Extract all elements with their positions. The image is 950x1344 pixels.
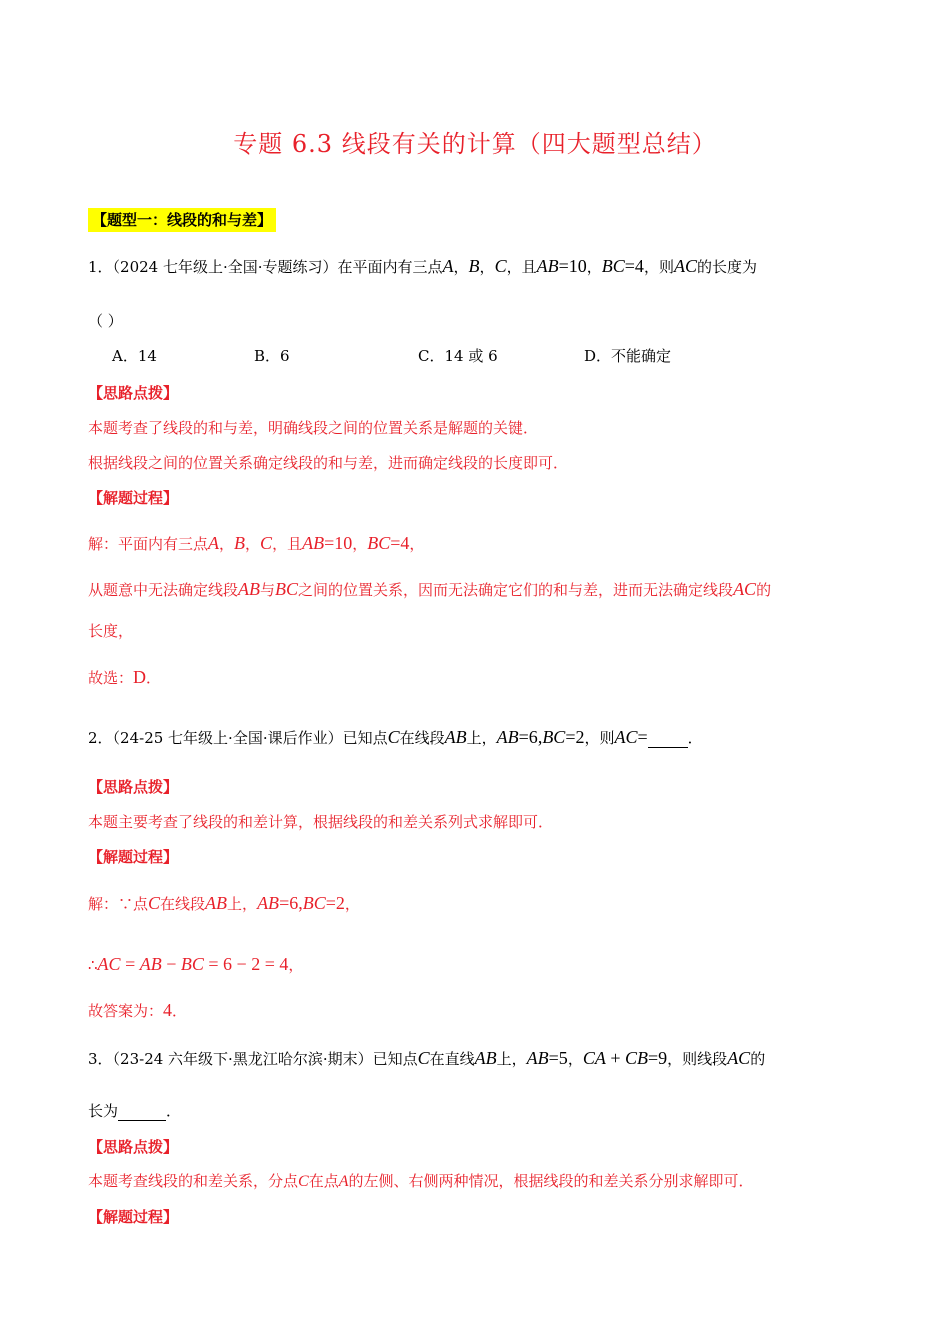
- question-2-source: （24-25 七年级上·全国·课后作业）已知点: [112, 729, 388, 747]
- question-text: 上，: [496, 1050, 527, 1068]
- segment-ab: AB: [257, 893, 280, 913]
- segment-bc: BC: [367, 533, 391, 553]
- solution-text: 之间的位置关系，因而无法确定它们的和与差，进而无法确定线段: [298, 581, 734, 599]
- point-c: C: [298, 1173, 309, 1190]
- answer-label: 故答案为：: [88, 1002, 164, 1020]
- segment-ac: AC: [727, 1048, 751, 1068]
- question-1: [88, 256, 757, 277]
- question-1-source: （2024 七年级上·全国·专题练习）在平面内有三点: [112, 258, 443, 276]
- process-heading-1: 【解题过程】: [88, 489, 179, 507]
- idea-text: 在点: [308, 1172, 339, 1190]
- solution-text: 与: [260, 581, 276, 599]
- idea-text-1b: 根据线段之间的位置关系确定线段的和与差，进而确定线段的长度即可．: [88, 454, 569, 472]
- solution-text: 解：平面内有三点: [88, 535, 209, 553]
- question-text: 上，: [466, 729, 497, 747]
- value: =2: [325, 893, 345, 913]
- segment-bc: BC: [302, 893, 326, 913]
- value: =5: [548, 1048, 568, 1068]
- question-text: 长为: [88, 1102, 119, 1120]
- answer-1: [88, 667, 161, 688]
- therefore-symbol: ∴: [88, 956, 98, 974]
- point-c: C: [260, 533, 273, 553]
- punct: ，: [352, 535, 368, 553]
- point-c: C: [148, 893, 161, 913]
- value: =4: [390, 533, 410, 553]
- answer-2: [88, 1000, 187, 1021]
- segment-ab: AB: [238, 579, 261, 599]
- question-text: ，则线段: [667, 1050, 728, 1068]
- segment-bc: BC: [542, 727, 566, 747]
- segment-ac: AC: [733, 579, 757, 599]
- value: =4: [624, 256, 644, 276]
- solution-2-line-2: [88, 954, 303, 975]
- question-2: [88, 727, 703, 748]
- punct: ．: [166, 1102, 182, 1120]
- page-title: 专题 6.3 线段有关的计算（四大题型总结）: [233, 130, 717, 158]
- question-text: 的长度为: [696, 258, 757, 276]
- segment-bc: BC: [275, 579, 299, 599]
- solution-text: 解：∵点: [88, 895, 149, 913]
- answer-parens: （ ）: [88, 312, 123, 330]
- segment-ab: AB: [536, 256, 559, 276]
- answer-blank[interactable]: [118, 1102, 166, 1121]
- point-a: A: [208, 533, 220, 553]
- value: =6: [279, 893, 299, 913]
- segment-ab: AB: [302, 533, 325, 553]
- segment-ab: AB: [474, 1048, 497, 1068]
- question-2-number: 2．: [88, 729, 113, 747]
- plus: +: [605, 1048, 625, 1068]
- option-b: B．6: [254, 347, 290, 365]
- idea-heading-3: 【思路点拨】: [88, 1138, 179, 1156]
- solution-text: 从题意中无法确定线段: [88, 581, 239, 599]
- punct: ，: [567, 1050, 583, 1068]
- segment-bc: BC: [601, 256, 625, 276]
- answer-label: 故选：: [88, 669, 134, 687]
- point-a: A: [442, 256, 454, 276]
- value: =10: [324, 533, 353, 553]
- idea-text-2: 本题主要考查了线段的和差计算，根据线段的和差关系列式求解即可．: [88, 813, 554, 831]
- solution-1-line-3: 长度，: [88, 622, 134, 640]
- segment-ab: AB: [444, 727, 467, 747]
- option-a: A．14: [112, 347, 157, 365]
- solution-2-line-1: [88, 893, 360, 914]
- point-b: B: [234, 533, 246, 553]
- solution-1-line-1: [88, 533, 424, 554]
- point-a: A: [338, 1173, 349, 1190]
- process-heading-2: 【解题过程】: [88, 848, 179, 866]
- section-badge: 【题型一：线段的和与差】: [88, 208, 276, 232]
- point-b: B: [468, 256, 480, 276]
- process-heading-3: 【解题过程】: [88, 1208, 179, 1226]
- question-text: ，则: [584, 729, 615, 747]
- solution-1-line-2: [88, 579, 771, 600]
- punct: ，则: [643, 258, 674, 276]
- idea-text: 的左侧、右侧两种情况，根据线段的和差关系分别求解即可．: [348, 1172, 754, 1190]
- idea-heading-1: 【思路点拨】: [88, 384, 179, 402]
- question-1-number: 1．: [88, 258, 113, 276]
- idea-heading-2: 【思路点拨】: [88, 778, 179, 796]
- punct: ，且: [506, 258, 537, 276]
- punct: ，且: [272, 535, 303, 553]
- question-3-line-2: [88, 1100, 181, 1121]
- segment-bc: BC: [180, 954, 204, 974]
- idea-text: 本题考查线段的和差关系，分点: [88, 1172, 299, 1190]
- solution-text: 在线段: [160, 895, 206, 913]
- segment-ab: AB: [496, 727, 519, 747]
- segment-ca: CA: [582, 1048, 606, 1068]
- solution-text: 上，: [227, 895, 258, 913]
- value: =9: [648, 1048, 668, 1068]
- punct: ，: [479, 258, 495, 276]
- minus: −: [161, 954, 181, 974]
- option-c: C．14 或 6: [418, 347, 498, 365]
- question-3-number: 3．: [88, 1050, 113, 1068]
- value: =: [637, 727, 648, 747]
- punct: ．: [687, 729, 703, 747]
- answer-blank[interactable]: [648, 729, 688, 748]
- value: =2: [565, 727, 585, 747]
- punct: ，: [586, 258, 602, 276]
- point-c: C: [387, 727, 400, 747]
- punct: ,: [537, 727, 543, 747]
- segment-ab: AB: [526, 1048, 549, 1068]
- punct: ，: [219, 535, 235, 553]
- punct: ．: [172, 1002, 188, 1020]
- point-c: C: [494, 256, 507, 276]
- punct: ,: [298, 893, 303, 913]
- punct: ．: [146, 669, 162, 687]
- segment-ac: AC: [97, 954, 121, 974]
- answer-value: 4: [163, 1000, 173, 1020]
- answer-value: D: [133, 667, 147, 687]
- segment-ac: AC: [614, 727, 638, 747]
- value: =10: [558, 256, 587, 276]
- idea-text-1a: 本题考查了线段的和与差，明确线段之间的位置关系是解题的关键．: [88, 419, 539, 437]
- option-d: D．不能确定: [584, 347, 672, 365]
- value: =6: [518, 727, 538, 747]
- question-text: 的: [750, 1050, 766, 1068]
- segment-ab: AB: [139, 954, 162, 974]
- segment-ac: AC: [673, 256, 697, 276]
- punct: ，: [288, 956, 304, 974]
- question-text: 在线段: [399, 729, 445, 747]
- segment-cb: CB: [625, 1048, 649, 1068]
- solution-text: 的: [756, 581, 772, 599]
- segment-ab: AB: [205, 893, 228, 913]
- calculation: = 6 − 2 = 4: [203, 954, 289, 974]
- punct: ，: [344, 895, 360, 913]
- punct: ，: [409, 535, 425, 553]
- equals: =: [120, 954, 140, 974]
- punct: ，: [453, 258, 469, 276]
- question-3-source: （23-24 六年级下·黑龙江哈尔滨·期末）已知点: [112, 1050, 418, 1068]
- question-text: 在直线: [429, 1050, 475, 1068]
- question-3: [88, 1048, 765, 1069]
- idea-text-3: [88, 1170, 754, 1191]
- point-c: C: [417, 1048, 430, 1068]
- punct: ，: [245, 535, 261, 553]
